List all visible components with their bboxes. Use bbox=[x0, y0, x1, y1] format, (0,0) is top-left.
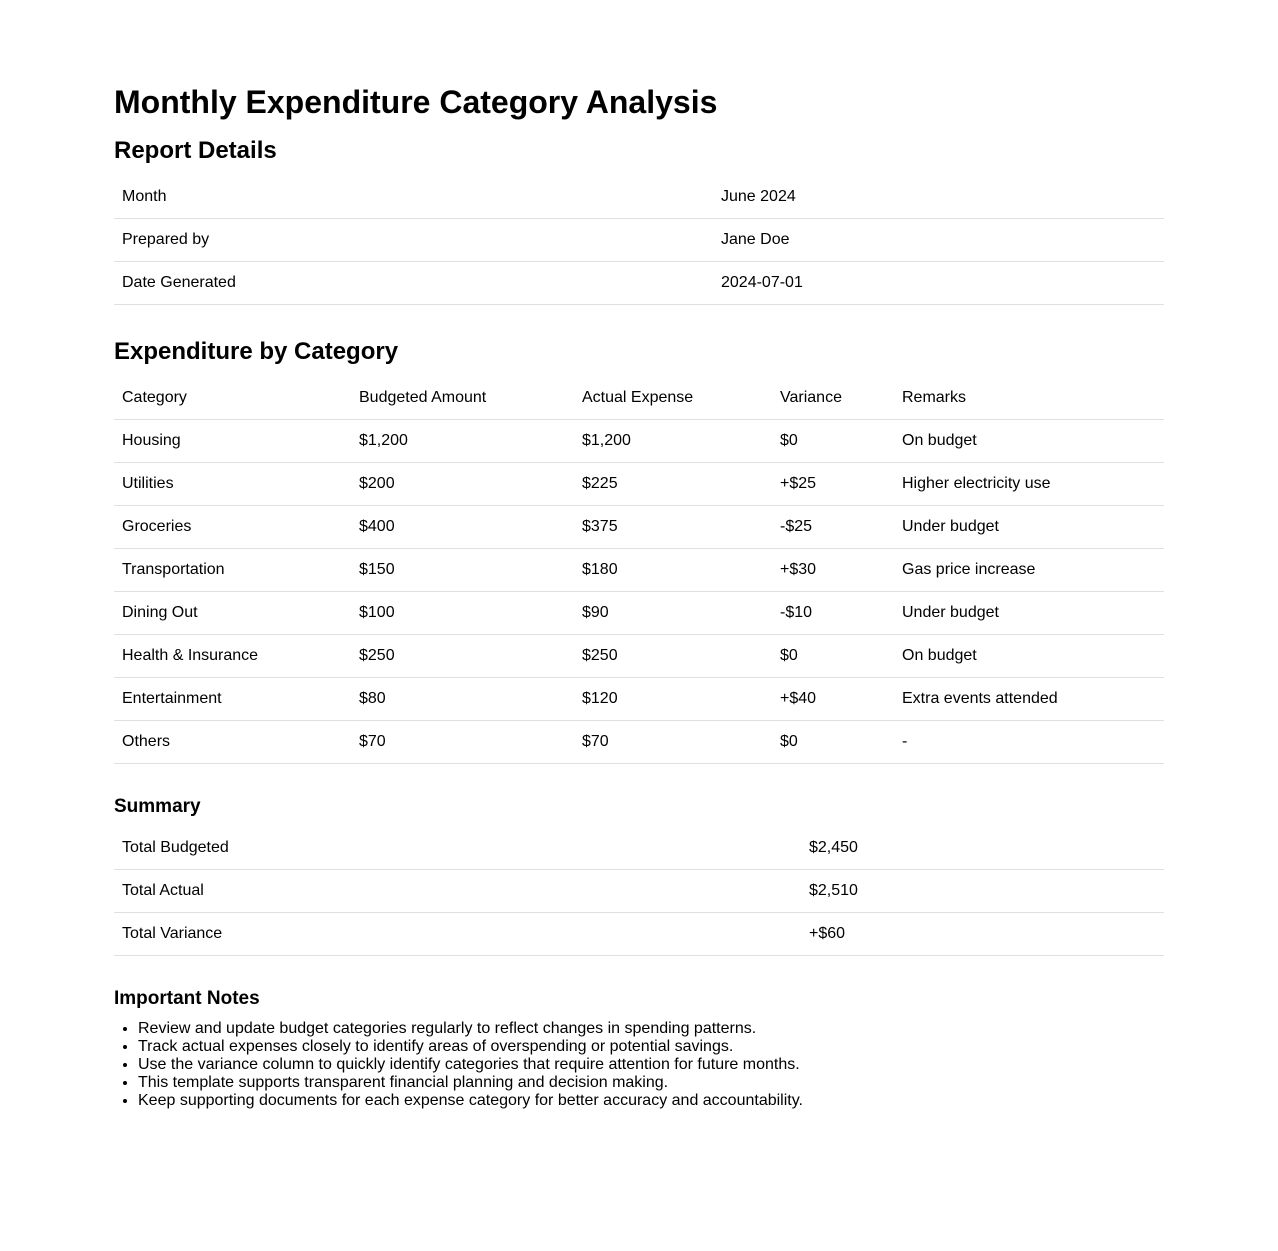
column-header: Variance bbox=[772, 377, 894, 420]
detail-value: Jane Doe bbox=[713, 219, 1164, 262]
category-cell: Transportation bbox=[114, 549, 351, 592]
notes-list bbox=[114, 1020, 803, 1110]
summary-label: Total Budgeted bbox=[114, 827, 801, 870]
detail-label: Month bbox=[114, 176, 713, 219]
column-header: Actual Expense bbox=[574, 377, 772, 420]
actual-cell: $90 bbox=[574, 592, 772, 635]
actual-cell: $375 bbox=[574, 506, 772, 549]
remarks-cell: Under budget bbox=[894, 592, 1164, 635]
table-row bbox=[114, 262, 1164, 305]
budgeted-cell: $400 bbox=[351, 506, 574, 549]
remarks-cell: On budget bbox=[894, 635, 1164, 678]
report-details-table bbox=[114, 176, 1164, 305]
summary-table bbox=[114, 827, 1164, 956]
variance-cell: +$40 bbox=[772, 678, 894, 721]
table-row bbox=[114, 678, 1164, 721]
expenditure-table bbox=[114, 377, 1164, 764]
actual-cell: $70 bbox=[574, 721, 772, 764]
remarks-cell: - bbox=[894, 721, 1164, 764]
expenditure-heading: Expenditure by Category bbox=[114, 338, 399, 365]
table-row bbox=[114, 549, 1164, 592]
table-row bbox=[114, 870, 1164, 913]
remarks-cell: Extra events attended bbox=[894, 678, 1164, 721]
category-cell: Others bbox=[114, 721, 351, 764]
summary-value: +$60 bbox=[801, 913, 1164, 956]
budgeted-cell: $100 bbox=[351, 592, 574, 635]
actual-cell: $120 bbox=[574, 678, 772, 721]
variance-cell: -$25 bbox=[772, 506, 894, 549]
detail-value: June 2024 bbox=[713, 176, 1164, 219]
list-item: • Track actual expenses closely to identify areas of overspending or potential savings. bbox=[138, 1038, 803, 1056]
list-item: • Use the variance column to quickly identify categories that require attention for future months. bbox=[138, 1056, 803, 1074]
category-cell: Utilities bbox=[114, 463, 351, 506]
category-cell: Health & Insurance bbox=[114, 635, 351, 678]
summary-label: Total Actual bbox=[114, 870, 801, 913]
remarks-cell: Gas price increase bbox=[894, 549, 1164, 592]
category-cell: Groceries bbox=[114, 506, 351, 549]
actual-cell: $1,200 bbox=[574, 420, 772, 463]
variance-cell: $0 bbox=[772, 721, 894, 764]
table-header-row bbox=[114, 377, 1164, 420]
budgeted-cell: $70 bbox=[351, 721, 574, 764]
column-header: Category bbox=[114, 377, 351, 420]
table-row bbox=[114, 219, 1164, 262]
detail-label: Date Generated bbox=[114, 262, 713, 305]
budgeted-cell: $80 bbox=[351, 678, 574, 721]
variance-cell: $0 bbox=[772, 635, 894, 678]
actual-cell: $225 bbox=[574, 463, 772, 506]
variance-cell: $0 bbox=[772, 420, 894, 463]
table-row bbox=[114, 721, 1164, 764]
summary-value: $2,450 bbox=[801, 827, 1164, 870]
summary-heading: Summary bbox=[114, 796, 201, 817]
list-item: • Keep supporting documents for each expense category for better accuracy and accountability. bbox=[138, 1092, 803, 1110]
summary-value: $2,510 bbox=[801, 870, 1164, 913]
budgeted-cell: $200 bbox=[351, 463, 574, 506]
budgeted-cell: $1,200 bbox=[351, 420, 574, 463]
table-row bbox=[114, 176, 1164, 219]
variance-cell: +$30 bbox=[772, 549, 894, 592]
list-item: • This template supports transparent financial planning and decision making. bbox=[138, 1074, 803, 1092]
table-row bbox=[114, 592, 1164, 635]
table-row bbox=[114, 506, 1164, 549]
category-cell: Entertainment bbox=[114, 678, 351, 721]
list-item: • Review and update budget categories regularly to reflect changes in spending patterns. bbox=[138, 1020, 803, 1038]
category-cell: Housing bbox=[114, 420, 351, 463]
detail-value: 2024-07-01 bbox=[713, 262, 1164, 305]
actual-cell: $250 bbox=[574, 635, 772, 678]
table-row bbox=[114, 463, 1164, 506]
budgeted-cell: $150 bbox=[351, 549, 574, 592]
variance-cell: +$25 bbox=[772, 463, 894, 506]
notes-heading: Important Notes bbox=[114, 988, 260, 1009]
summary-label: Total Variance bbox=[114, 913, 801, 956]
table-row bbox=[114, 420, 1164, 463]
table-row bbox=[114, 913, 1164, 956]
page-title: Monthly Expenditure Category Analysis bbox=[114, 84, 718, 120]
remarks-cell: Higher electricity use bbox=[894, 463, 1164, 506]
budgeted-cell: $250 bbox=[351, 635, 574, 678]
column-header: Budgeted Amount bbox=[351, 377, 574, 420]
remarks-cell: Under budget bbox=[894, 506, 1164, 549]
variance-cell: -$10 bbox=[772, 592, 894, 635]
table-row bbox=[114, 827, 1164, 870]
detail-label: Prepared by bbox=[114, 219, 713, 262]
column-header: Remarks bbox=[894, 377, 1164, 420]
table-row bbox=[114, 635, 1164, 678]
remarks-cell: On budget bbox=[894, 420, 1164, 463]
actual-cell: $180 bbox=[574, 549, 772, 592]
report-details-heading: Report Details bbox=[114, 137, 277, 164]
category-cell: Dining Out bbox=[114, 592, 351, 635]
